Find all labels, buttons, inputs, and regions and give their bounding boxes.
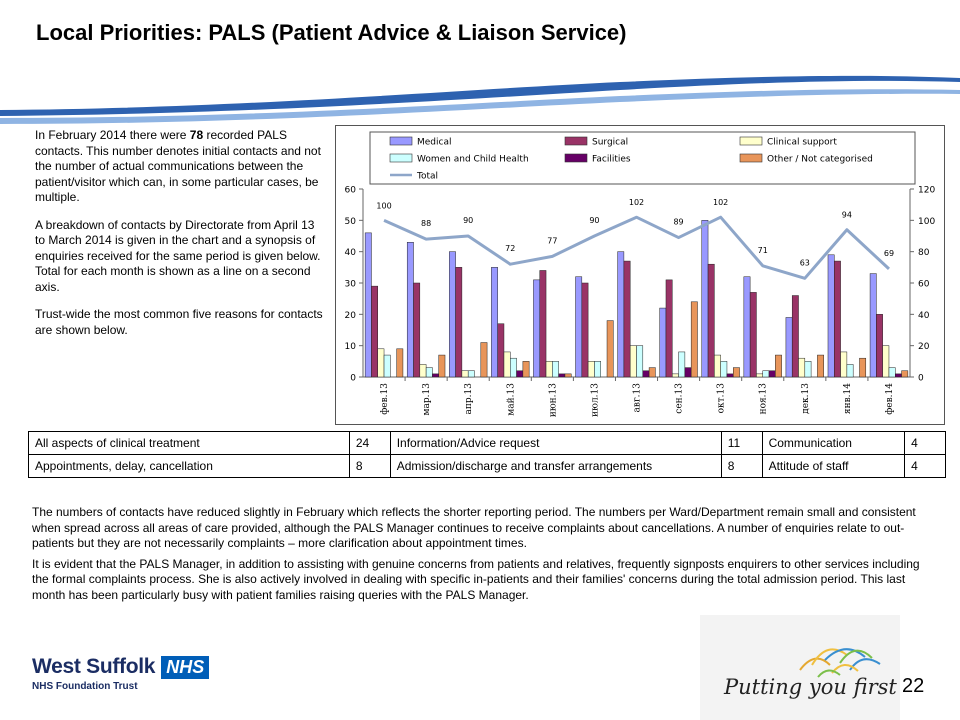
reason-label: All aspects of clinical treatment <box>29 432 350 455</box>
bar <box>708 264 714 377</box>
bar <box>841 352 847 377</box>
y-left-tick-label: 10 <box>344 342 356 353</box>
intro-paragraph-2: A breakdown of contacts by Directorate from April 13 to March 2014 is given in the chart and a synopsis of enquiries received for the same period is given below. Total for each month is shown as a line on a second axis. <box>35 217 321 294</box>
intro-text <box>35 128 323 350</box>
total-data-label: 102 <box>628 198 645 208</box>
legend-label: Facilities <box>592 154 631 165</box>
x-tick-label: сен.13 <box>674 383 685 414</box>
x-tick-label: май.13 <box>506 383 517 416</box>
bar <box>546 361 552 377</box>
x-tick-label: янв.14 <box>842 383 853 415</box>
bar <box>817 355 823 377</box>
bar <box>750 292 756 377</box>
bar <box>775 355 781 377</box>
bar <box>714 355 720 377</box>
y-right-tick-label: 80 <box>918 248 930 259</box>
bar <box>637 346 643 377</box>
bar <box>426 368 432 377</box>
y-left-tick-label: 30 <box>344 279 356 290</box>
bar <box>902 371 908 377</box>
legend-label: Medical <box>417 137 452 148</box>
reason-label: Admission/discharge and transfer arrangements <box>390 455 721 478</box>
legend-swatch <box>390 137 412 145</box>
y-left-tick-label: 60 <box>344 185 356 196</box>
legend-swatch <box>740 137 762 145</box>
bar <box>876 314 882 377</box>
bar <box>498 324 504 377</box>
bar <box>432 374 438 377</box>
legend-label: Surgical <box>592 137 629 148</box>
y-right-tick-label: 20 <box>918 342 930 353</box>
reason-count: 4 <box>905 432 946 455</box>
legend-label: Clinical support <box>767 137 837 148</box>
summary-paragraph-2: It is evident that the PALS Manager, in addition to assisting with genuine concerns from patients and relatives, frequently signposts enquirers to other services including the formal complaints process. She is also actively involved in dealing with specific in-patients and their families' concerns during the total admission period. This last month has been particularly busy with patient families raising queries with the PALS Manager. <box>32 556 920 602</box>
bar <box>491 267 497 377</box>
page-number: 22 <box>902 675 925 697</box>
bar <box>792 296 798 377</box>
bar <box>691 302 697 377</box>
total-data-label: 71 <box>757 245 768 255</box>
x-tick-label: авг.13 <box>632 383 643 413</box>
summary-paragraph-1: The numbers of contacts have reduced slightly in February which reflects the shorter reporting period. The numbers per Ward/Department remain small and consistent when spread across all areas of care provided, although the PALS Manager continues to receive complaints about cancellations. A number of enquiries relate to out-patients but they are not necessarily complaints – more clarification about appointment times. <box>32 505 916 550</box>
total-data-label: 94 <box>841 210 852 220</box>
x-tick-label: июн.13 <box>548 383 559 418</box>
reasons-row <box>29 432 946 455</box>
bar <box>468 371 474 377</box>
bar <box>643 371 649 377</box>
legend-label: Total <box>417 171 439 182</box>
bar <box>462 371 468 377</box>
bar <box>582 283 588 377</box>
reason-label: Communication <box>762 432 905 455</box>
reason-label: Appointments, delay, cancellation <box>29 455 350 478</box>
bar <box>799 358 805 377</box>
bar <box>371 286 377 377</box>
brand-slogan: Putting you first <box>724 675 897 699</box>
bar <box>407 242 413 377</box>
total-data-label: 72 <box>505 244 516 254</box>
bar <box>540 270 546 377</box>
legend-label: Women and Child Health <box>417 154 529 165</box>
bar <box>895 374 901 377</box>
bar <box>607 321 613 377</box>
bar <box>828 255 834 377</box>
summary-text <box>32 505 932 608</box>
x-tick-label: фев.13 <box>380 383 391 415</box>
bar <box>727 374 733 377</box>
bar <box>756 374 762 377</box>
total-data-label: 102 <box>713 198 729 208</box>
contact-count: 78 <box>189 128 204 142</box>
total-data-label: 89 <box>673 217 684 227</box>
bar <box>702 220 708 377</box>
legend-label: Other / Not categorised <box>767 154 873 165</box>
y-left-tick-label: 20 <box>344 310 356 321</box>
total-data-label: 88 <box>421 219 432 229</box>
bar <box>378 349 384 377</box>
y-right-tick-label: 40 <box>918 310 930 321</box>
legend-swatch <box>740 154 762 162</box>
bar <box>510 358 516 377</box>
bar <box>883 346 889 377</box>
intro-paragraph-3: Trust-wide the most common five reasons for contacts are shown below. <box>35 307 323 337</box>
bar <box>565 374 571 377</box>
bar <box>805 361 811 377</box>
reason-label: Attitude of staff <box>762 455 905 478</box>
bar <box>365 233 371 377</box>
bar <box>576 277 582 377</box>
bar <box>420 364 426 377</box>
x-tick-label: фев.14 <box>884 383 895 415</box>
bar <box>397 349 403 377</box>
logo-trust: NHS Foundation Trust <box>32 681 138 692</box>
reason-count: 4 <box>905 455 946 478</box>
brand-banner <box>700 615 900 720</box>
bar <box>439 355 445 377</box>
x-tick-label: июл.13 <box>590 383 601 417</box>
legend-swatch <box>565 137 587 145</box>
bar <box>666 280 672 377</box>
reason-count: 11 <box>721 432 762 455</box>
bar <box>517 371 523 377</box>
pals-chart <box>335 125 945 425</box>
intro-paragraph-1: In February 2014 there were 78 recorded PALS contacts. This number denotes initial contacts and not the number of actual communications between the patient/visitor which can, in some particular cases, be multiple. <box>35 128 321 204</box>
total-data-label: 77 <box>547 236 558 246</box>
bar <box>769 371 775 377</box>
bar <box>763 371 769 377</box>
bar <box>733 368 739 377</box>
bar <box>594 361 600 377</box>
bar <box>481 343 487 377</box>
bar <box>660 308 666 377</box>
legend-swatch <box>390 154 412 162</box>
decorative-swoosh <box>0 60 960 130</box>
bar <box>449 252 455 377</box>
bar <box>685 368 691 377</box>
page-title: Local Priorities: PALS (Patient Advice & Liaison Service) <box>36 20 627 45</box>
y-left-tick-label: 50 <box>344 216 356 227</box>
confetti-icon <box>700 615 900 720</box>
pals-chart-svg <box>335 125 945 425</box>
bar <box>834 261 840 377</box>
bar <box>672 374 678 377</box>
bar <box>721 361 727 377</box>
bar <box>786 317 792 377</box>
x-tick-label: ноя.13 <box>758 383 769 415</box>
x-tick-label: дек.13 <box>800 383 811 414</box>
total-data-label: 90 <box>589 216 600 225</box>
legend-swatch <box>565 154 587 162</box>
y-right-tick-label: 60 <box>918 279 930 290</box>
bar <box>384 355 390 377</box>
bar <box>744 277 750 377</box>
bar <box>649 368 655 377</box>
x-tick-label: апр.13 <box>464 383 475 415</box>
bar <box>523 361 529 377</box>
y-right-tick-label: 100 <box>918 216 936 227</box>
x-tick-label: окт.13 <box>716 383 727 414</box>
bar <box>870 274 876 377</box>
bar <box>618 252 624 377</box>
nhs-logo: NHS <box>161 656 209 679</box>
bar <box>630 346 636 377</box>
bar <box>679 352 685 377</box>
bar <box>552 361 558 377</box>
bar <box>847 364 853 377</box>
bar <box>414 283 420 377</box>
y-right-tick-label: 0 <box>918 373 924 384</box>
bar <box>859 358 865 377</box>
bar <box>533 280 539 377</box>
logo-name: West Suffolk <box>32 655 156 678</box>
bar <box>504 352 510 377</box>
bar <box>588 361 594 377</box>
y-left-tick-label: 0 <box>350 373 356 384</box>
west-suffolk-logo <box>32 655 209 692</box>
y-right-tick-label: 120 <box>918 185 936 196</box>
reason-count: 8 <box>721 455 762 478</box>
x-tick-label: мар.13 <box>422 383 433 416</box>
bar <box>456 267 462 377</box>
total-data-label: 100 <box>376 201 392 211</box>
bar <box>559 374 565 377</box>
reason-label: Information/Advice request <box>390 432 721 455</box>
bar <box>624 261 630 377</box>
total-data-label: 63 <box>799 258 810 268</box>
bar <box>889 368 895 377</box>
y-left-tick-label: 40 <box>344 248 356 259</box>
reason-count: 24 <box>349 432 390 455</box>
total-data-label: 69 <box>883 248 895 258</box>
reason-count: 8 <box>349 455 390 478</box>
reasons-row <box>29 455 946 478</box>
reasons-table <box>28 431 946 478</box>
total-data-label: 90 <box>463 216 474 225</box>
